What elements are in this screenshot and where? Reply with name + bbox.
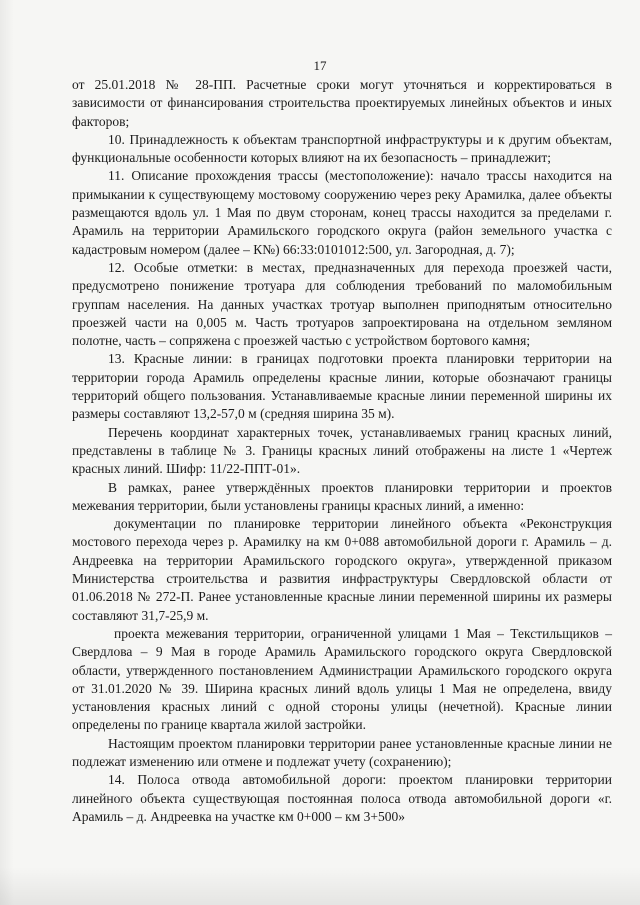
paragraph-item-12: 12. Особые отметки: в местах, предназначенных для перехода проезжей части, предусмотрено понижение тротуара для соблюдения требований по маломобильным группам населения. На данных участках тротуар выполнен приподнятым относительно проезжей части на 0,005 м. Часть тротуаров запроектирована на отдельном земляном полотне, часть – сопряжена с проезжей частью с устройством бортового камня; [72, 259, 612, 349]
scan-bottom-shadow [0, 867, 640, 905]
scan-edge-shadow [0, 0, 14, 905]
paragraph-previous-projects: В рамках, ранее утверждённых проектов планировки территории и проектов межевания территории, были установлены границы красных линий, а именно: [72, 479, 612, 513]
paragraph-item-13: 13. Красные линии: в границах подготовки проекта планировки территории на территории города Арамиль определены красные линии, которые обозначают границы территорий общего пользования. Устанавливаемые красные линии переменной ширины их размеры составляют 13,2-57,0 м (средняя ширина 35 м). [72, 351, 612, 422]
paragraph-documentation: документации по планировке территории линейного объекта «Реконструкция мостового перехода через р. Арамилку на км 0+088 автомобильной дороги г. Арамиль – д. Андреевка на территории Арамильского городского округа», утвержденной приказом Министерства строительства и развития инфраструктуры Свердловской области от 01.06.2018 № 272-П. Ранее установленные красные линии переменной ширины их размеры составляют 31,7-25,9 м. [72, 516, 612, 623]
paragraph-item-10: 10. Принадлежность к объектам транспортной инфраструктуры и к другим объектам, функциональные особенности которых влияют на их безопасность – принадлежит; [72, 131, 612, 166]
paragraph-retention: Настоящим проектом планировки территории ранее установленные красные линии не подлежат изменению или отмене и подлежат учету (сохранению); [72, 735, 612, 769]
document-body [72, 76, 612, 826]
paragraph-continuation: от 25.01.2018 № 28-ПП. Расчетные сроки могут уточняться и корректироваться в зависимости от финансирования строительства проектируемых линейных объектов и иных факторов; [72, 77, 612, 129]
paragraph-item-14: 14. Полоса отвода автомобильной дороги: проектом планировки территории линейного объекта существующая постоянная полоса отвода автомобильной дороги «г. Арамиль – д. Андреевка на участке км 0+000 – км 3+500» [72, 772, 612, 824]
paragraph-coordinates: Перечень координат характерных точек, устанавливаемых границ красных линий, представлены в таблице № 3. Границы красных линий отображены на листе 1 «Чертеж красных линий. Шифр: 11/22-ППТ-01». [72, 424, 612, 477]
paragraph-survey-project: проекта межевания территории, ограниченной улицами 1 Мая – Текстильщиков – Свердлова – 9 Мая в городе Арамиль Арамильского городского округа Свердловской области, утвержденного постановлением Администрации Арамильского городского округа от 31.01.2020 № 39. Ширина красных линий вдоль улицы 1 Мая не определена, ввиду установления красных линий с одной стороны улицы (нечетной). Красные линии определены по границе квартала жилой застройки. [72, 625, 612, 733]
page-number: 17 [313, 58, 327, 73]
paragraph-item-11: 11. Описание прохождения трассы (местоположение): начало трассы находится на примыкании к существующему мостовому сооружению через реку Арамилка, далее объекты размещаются вдоль ул. 1 Мая по двум сторонам, конец трассы находится за пределами г. Арамиль на территории Арамильского городского округа (район земельного участка с кадастровым номером (далее – К№) 66:33:0101012:500, ул. Загородная, д. 7); [72, 168, 612, 257]
